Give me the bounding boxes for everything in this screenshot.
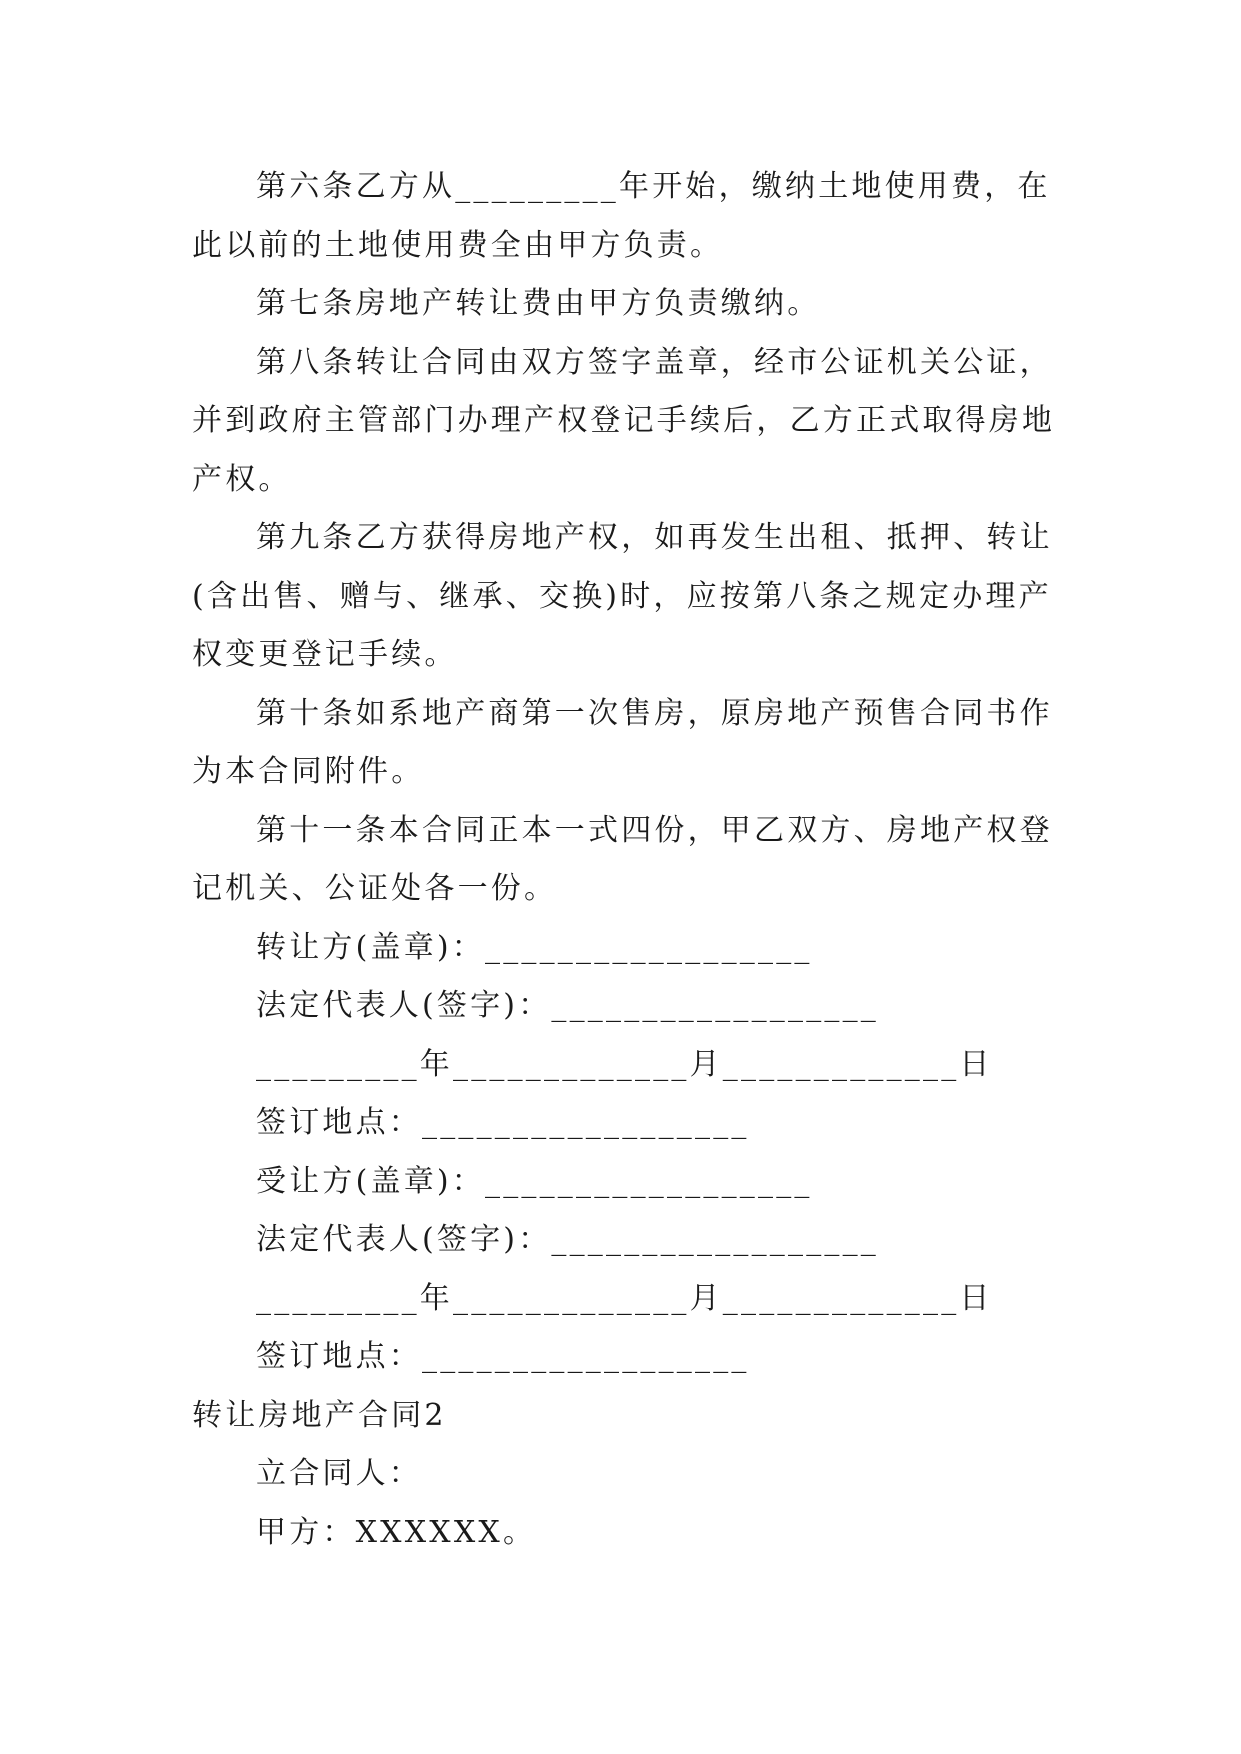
transferor-date-line: _________年_____________月_____________日 (256, 1046, 993, 1082)
clause-6: 第六条乙方从_________年开始，缴纳土地使用费，在此以前的土地使用费全由甲方负责。 (192, 169, 1051, 263)
clause-7: 第七条房地产转让费由甲方负责缴纳。 (256, 286, 821, 321)
transferor-signing-place-line: 签订地点：__________________ (256, 1105, 750, 1140)
document-body (192, 158, 1072, 1562)
transferee-seal-line: 受让方(盖章)：__________________ (256, 1163, 813, 1199)
section-title: 转让房地产合同2 (192, 1397, 447, 1433)
transferee-representative-line: 法定代表人(签字)：__________________ (256, 1222, 880, 1257)
clause-10: 第十条如系地产商第一次售房，原房地产预售合同书作为本合同附件。 (192, 695, 1053, 789)
transferor-representative-line: 法定代表人(签字)：__________________ (256, 988, 880, 1023)
clause-9: 第九条乙方获得房地产权，如再发生出租、抵押、转让(含出售、赠与、继承、交换)时，应按第八条之规定办理产权变更登记手续。 (192, 520, 1053, 672)
contracting-parties-line: 立合同人： (256, 1456, 422, 1491)
transferor-seal-line: 转让方(盖章)：__________________ (256, 929, 813, 965)
clause-8: 第八条转让合同由双方签字盖章，经市公证机关公证，并到政府主管部门办理产权登记手续后，乙方正式取得房地产权。 (192, 344, 1056, 497)
transferee-date-line: _________年_____________月_____________日 (256, 1280, 993, 1316)
transferee-signing-place-line: 签订地点：__________________ (256, 1339, 750, 1374)
party-a-line: 甲方：XXXXXX。 (256, 1514, 537, 1550)
clause-11: 第十一条本合同正本一式四份，甲乙双方、房地产权登记机关、公证处各一份。 (192, 812, 1053, 906)
